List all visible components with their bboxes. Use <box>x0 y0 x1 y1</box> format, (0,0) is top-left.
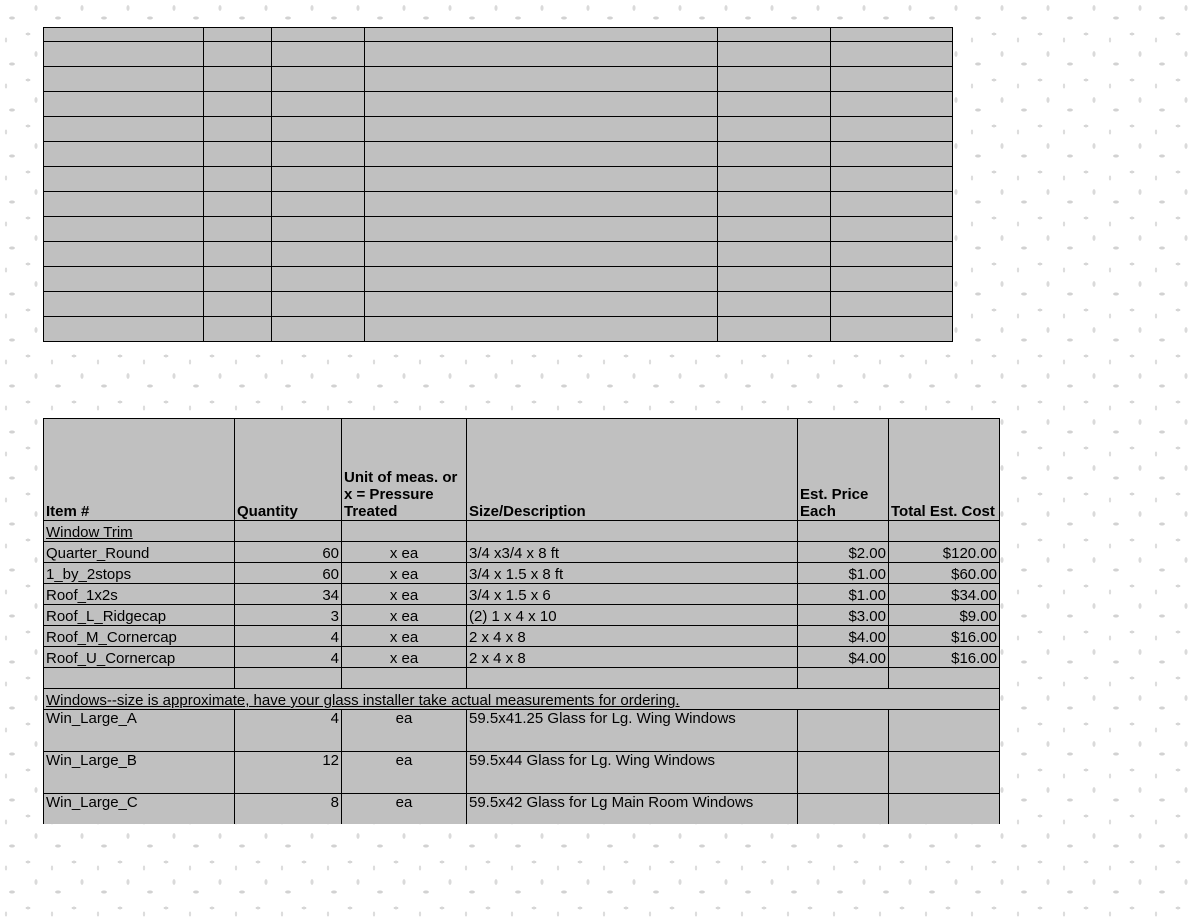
total-cell: $16.00 <box>889 647 1000 668</box>
empty-cell <box>365 242 718 267</box>
header-row <box>44 419 1000 521</box>
item-cell: Roof_1x2s <box>44 584 235 605</box>
header-size: Size/Description <box>467 419 798 521</box>
item-cell: Roof_L_Ridgecap <box>44 605 235 626</box>
item-cell: Win_Large_C <box>44 794 235 825</box>
quantity-cell: 3 <box>235 605 342 626</box>
empty-cell <box>889 710 1000 752</box>
empty-cell <box>831 217 953 242</box>
quantity-cell: 60 <box>235 563 342 584</box>
empty-cell <box>365 217 718 242</box>
item-cell: Win_Large_A <box>44 710 235 752</box>
empty-cell <box>831 28 953 42</box>
empty-cell <box>204 217 272 242</box>
item-cell: Win_Large_B <box>44 752 235 794</box>
table-row <box>44 542 1000 563</box>
table-row <box>44 752 1000 794</box>
empty-cell <box>718 42 831 67</box>
empty-cell <box>889 521 1000 542</box>
empty-cell <box>44 67 204 92</box>
size-cell: 59.5x44 Glass for Lg. Wing Windows <box>467 752 798 794</box>
empty-cell <box>204 42 272 67</box>
quantity-cell: 4 <box>235 710 342 752</box>
total-cell: $9.00 <box>889 605 1000 626</box>
empty-grid-row <box>44 317 953 342</box>
empty-cell <box>365 292 718 317</box>
empty-cell <box>718 167 831 192</box>
quantity-cell: 34 <box>235 584 342 605</box>
empty-cell <box>718 242 831 267</box>
header-total: Total Est. Cost <box>889 419 1000 521</box>
empty-cell <box>272 167 365 192</box>
total-cell: $120.00 <box>889 542 1000 563</box>
empty-cell <box>798 668 889 689</box>
empty-cell <box>272 267 365 292</box>
size-cell: 3/4 x 1.5 x 6 <box>467 584 798 605</box>
item-cell: 1_by_2stops <box>44 563 235 584</box>
empty-cell <box>831 192 953 217</box>
empty-cell <box>365 317 718 342</box>
unit-cell: ea <box>342 752 467 794</box>
materials-table <box>43 418 1000 824</box>
empty-grid-row <box>44 167 953 192</box>
section-label-window-trim: Window Trim <box>44 521 235 542</box>
empty-cell <box>272 292 365 317</box>
header-price: Est. Price Each <box>798 419 889 521</box>
empty-cell <box>831 42 953 67</box>
empty-cell <box>467 521 798 542</box>
empty-cell <box>798 521 889 542</box>
quantity-cell: 12 <box>235 752 342 794</box>
size-cell: 3/4 x3/4 x 8 ft <box>467 542 798 563</box>
price-cell: $4.00 <box>798 626 889 647</box>
table-row <box>44 605 1000 626</box>
empty-grid-row <box>44 117 953 142</box>
empty-cell <box>44 292 204 317</box>
empty-cell <box>44 117 204 142</box>
table-row <box>44 710 1000 752</box>
price-cell: $4.00 <box>798 647 889 668</box>
empty-cell <box>235 668 342 689</box>
empty-cell <box>365 192 718 217</box>
empty-grid-row <box>44 28 953 42</box>
empty-cell <box>44 242 204 267</box>
empty-cell <box>272 28 365 42</box>
empty-cell <box>831 117 953 142</box>
section-row <box>44 521 1000 542</box>
empty-cell <box>272 242 365 267</box>
empty-cell <box>365 117 718 142</box>
empty-cell <box>204 292 272 317</box>
empty-cell <box>718 92 831 117</box>
empty-cell <box>272 142 365 167</box>
empty-cell <box>204 317 272 342</box>
empty-grid-row <box>44 192 953 217</box>
size-cell: (2) 1 x 4 x 10 <box>467 605 798 626</box>
empty-grid-row <box>44 67 953 92</box>
empty-cell <box>831 92 953 117</box>
windows-note: Windows--size is approximate, have your glass installer take actual measurements for ordering. <box>44 689 1000 710</box>
empty-cell <box>44 668 235 689</box>
price-cell: $2.00 <box>798 542 889 563</box>
empty-cell <box>44 28 204 42</box>
empty-cell <box>272 117 365 142</box>
empty-cell <box>718 67 831 92</box>
empty-grid-row <box>44 42 953 67</box>
table-row <box>44 647 1000 668</box>
empty-cell <box>718 192 831 217</box>
empty-cell <box>365 167 718 192</box>
empty-cell <box>342 668 467 689</box>
empty-cell <box>365 92 718 117</box>
total-cell: $60.00 <box>889 563 1000 584</box>
empty-grid-row <box>44 267 953 292</box>
empty-cell <box>798 794 889 825</box>
empty-cell <box>204 28 272 42</box>
unit-cell: x ea <box>342 584 467 605</box>
empty-cell <box>831 142 953 167</box>
unit-cell: x ea <box>342 647 467 668</box>
empty-cell <box>889 794 1000 825</box>
empty-cell <box>718 142 831 167</box>
empty-cell <box>204 117 272 142</box>
empty-cell <box>272 317 365 342</box>
empty-cell <box>44 167 204 192</box>
size-cell: 2 x 4 x 8 <box>467 626 798 647</box>
empty-cell <box>44 142 204 167</box>
empty-cell <box>44 42 204 67</box>
empty-cell <box>889 668 1000 689</box>
empty-cell <box>831 67 953 92</box>
empty-cell <box>272 67 365 92</box>
empty-cell <box>831 267 953 292</box>
item-cell: Roof_M_Cornercap <box>44 626 235 647</box>
table-row <box>44 626 1000 647</box>
price-cell: $3.00 <box>798 605 889 626</box>
empty-cell <box>798 752 889 794</box>
total-cell: $34.00 <box>889 584 1000 605</box>
empty-cell <box>831 242 953 267</box>
empty-cell <box>204 142 272 167</box>
table-row <box>44 584 1000 605</box>
empty-cell <box>44 317 204 342</box>
empty-cell <box>718 217 831 242</box>
unit-cell: ea <box>342 710 467 752</box>
header-item: Item # <box>44 419 235 521</box>
unit-cell: x ea <box>342 563 467 584</box>
empty-cell <box>44 92 204 117</box>
empty-cell <box>204 242 272 267</box>
quantity-cell: 4 <box>235 626 342 647</box>
empty-cell <box>272 192 365 217</box>
empty-cell <box>798 710 889 752</box>
quantity-cell: 60 <box>235 542 342 563</box>
empty-grid-row <box>44 292 953 317</box>
size-cell: 3/4 x 1.5 x 8 ft <box>467 563 798 584</box>
table-row <box>44 794 1000 825</box>
empty-cell <box>44 192 204 217</box>
empty-cell <box>272 42 365 67</box>
empty-grid-row <box>44 242 953 267</box>
empty-cell <box>718 117 831 142</box>
empty-grid-row <box>44 92 953 117</box>
blank-row <box>44 668 1000 689</box>
empty-grid-row <box>44 217 953 242</box>
header-quantity: Quantity <box>235 419 342 521</box>
empty-cell <box>365 142 718 167</box>
empty-cell <box>44 267 204 292</box>
empty-cell <box>44 217 204 242</box>
empty-cell <box>235 521 342 542</box>
empty-cell <box>718 317 831 342</box>
empty-cell <box>718 292 831 317</box>
size-cell: 2 x 4 x 8 <box>467 647 798 668</box>
empty-cell <box>889 752 1000 794</box>
price-cell: $1.00 <box>798 584 889 605</box>
total-cell: $16.00 <box>889 626 1000 647</box>
empty-cell <box>365 28 718 42</box>
empty-cell <box>831 167 953 192</box>
empty-cell <box>467 668 798 689</box>
top-empty-grid <box>43 27 953 342</box>
unit-cell: x ea <box>342 542 467 563</box>
size-cell: 59.5x42 Glass for Lg Main Room Windows <box>467 794 798 825</box>
empty-cell <box>272 92 365 117</box>
empty-cell <box>204 67 272 92</box>
empty-grid-row <box>44 142 953 167</box>
unit-cell: x ea <box>342 626 467 647</box>
empty-cell <box>272 217 365 242</box>
unit-cell: x ea <box>342 605 467 626</box>
empty-cell <box>342 521 467 542</box>
empty-cell <box>365 42 718 67</box>
table-row <box>44 563 1000 584</box>
price-cell: $1.00 <box>798 563 889 584</box>
item-cell: Quarter_Round <box>44 542 235 563</box>
item-cell: Roof_U_Cornercap <box>44 647 235 668</box>
empty-cell <box>204 167 272 192</box>
windows-note-row <box>44 689 1000 710</box>
quantity-cell: 8 <box>235 794 342 825</box>
empty-cell <box>831 292 953 317</box>
size-cell: 59.5x41.25 Glass for Lg. Wing Windows <box>467 710 798 752</box>
empty-cell <box>204 92 272 117</box>
empty-cell <box>204 267 272 292</box>
empty-cell <box>204 192 272 217</box>
empty-cell <box>365 267 718 292</box>
header-unit: Unit of meas. or x = Pressure Treated <box>342 419 467 521</box>
empty-cell <box>718 267 831 292</box>
unit-cell: ea <box>342 794 467 825</box>
empty-cell <box>365 67 718 92</box>
empty-cell <box>831 317 953 342</box>
quantity-cell: 4 <box>235 647 342 668</box>
empty-cell <box>718 28 831 42</box>
